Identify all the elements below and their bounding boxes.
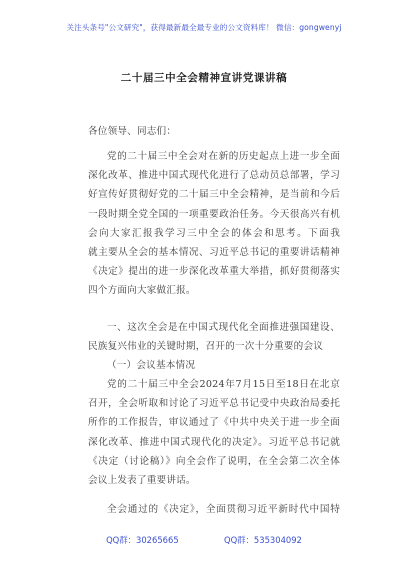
subheading	[88, 356, 340, 375]
footer-qq-groups	[0, 534, 408, 546]
document-title: 二十届三中全会精神宣讲党课讲稿	[120, 72, 288, 84]
paragraph-line: 党的二十届三中全会2024年7月15日至18日在北京	[107, 379, 340, 390]
greeting	[88, 122, 340, 141]
paragraph-line: 一段时期全党全国的一项重要政治任务。今天很高兴有机	[88, 208, 340, 220]
paragraph-meeting-info	[88, 375, 340, 490]
paragraph-intro	[88, 147, 340, 301]
paragraph-line: 会议上发表了重要讲话。	[88, 474, 196, 486]
paragraph-line: 民族复兴伟业的关键时期，召开的一次十分重要的会议	[88, 341, 324, 353]
footer-qq-group-2: QQ群：535304092	[224, 535, 302, 545]
paragraph-line: 全会通过的《决定》，全面贯彻习近平新时代中国特	[107, 504, 340, 515]
paragraph-line: 《决定（讨论稿）》向全会作了说明，在全会第二次全体	[88, 455, 340, 467]
paragraph-line: 深化改革、推进中国式现代化的决定》。习近平总书记就	[88, 436, 340, 448]
header-banner: 关注头条号"公文研究"，获得最新最全最专业的公文资料库！ 微信：gongwenyj	[66, 23, 342, 32]
paragraph-line: 党的二十届三中全会对在新的历史起点上进一步全面	[107, 151, 340, 162]
paragraph-line: 深化改革、推进中国式现代化进行了总动员总部署，学习	[88, 170, 340, 182]
paragraph-line: 会向大家汇报我学习三中全会的体会和思考。下面我	[88, 227, 340, 239]
paragraph-decision	[88, 500, 340, 519]
paragraph-line: 一、这次全会是在中国式现代化全面推进强国建设、	[107, 322, 340, 333]
paragraph-line: 《决定》提出的进一步深化改革重大举措，抓好贯彻落实	[88, 266, 340, 278]
paragraph-line: 好宣传好贯彻好党的二十届三中全会精神，是当前和今后	[88, 189, 340, 201]
footer-qq-group-1: QQ群：30265665	[106, 535, 179, 545]
paragraph-section-one	[88, 318, 340, 356]
paragraph-line: 召开，全会听取和讨论了习近平总书记受中央政治局委托	[88, 398, 340, 410]
paragraph-line: 所作的工作报告，审议通过了《中共中央关于进一步全面	[88, 417, 340, 429]
paragraph-line: 四个方面向大家做汇报。	[88, 285, 196, 297]
subheading-line: （一）会议基本情况	[107, 360, 196, 371]
greeting-line: 各位领导、同志们：	[88, 126, 177, 137]
paragraph-line: 就主要从全会的基本情况、习近平总书记的重要讲话精神	[88, 246, 340, 258]
